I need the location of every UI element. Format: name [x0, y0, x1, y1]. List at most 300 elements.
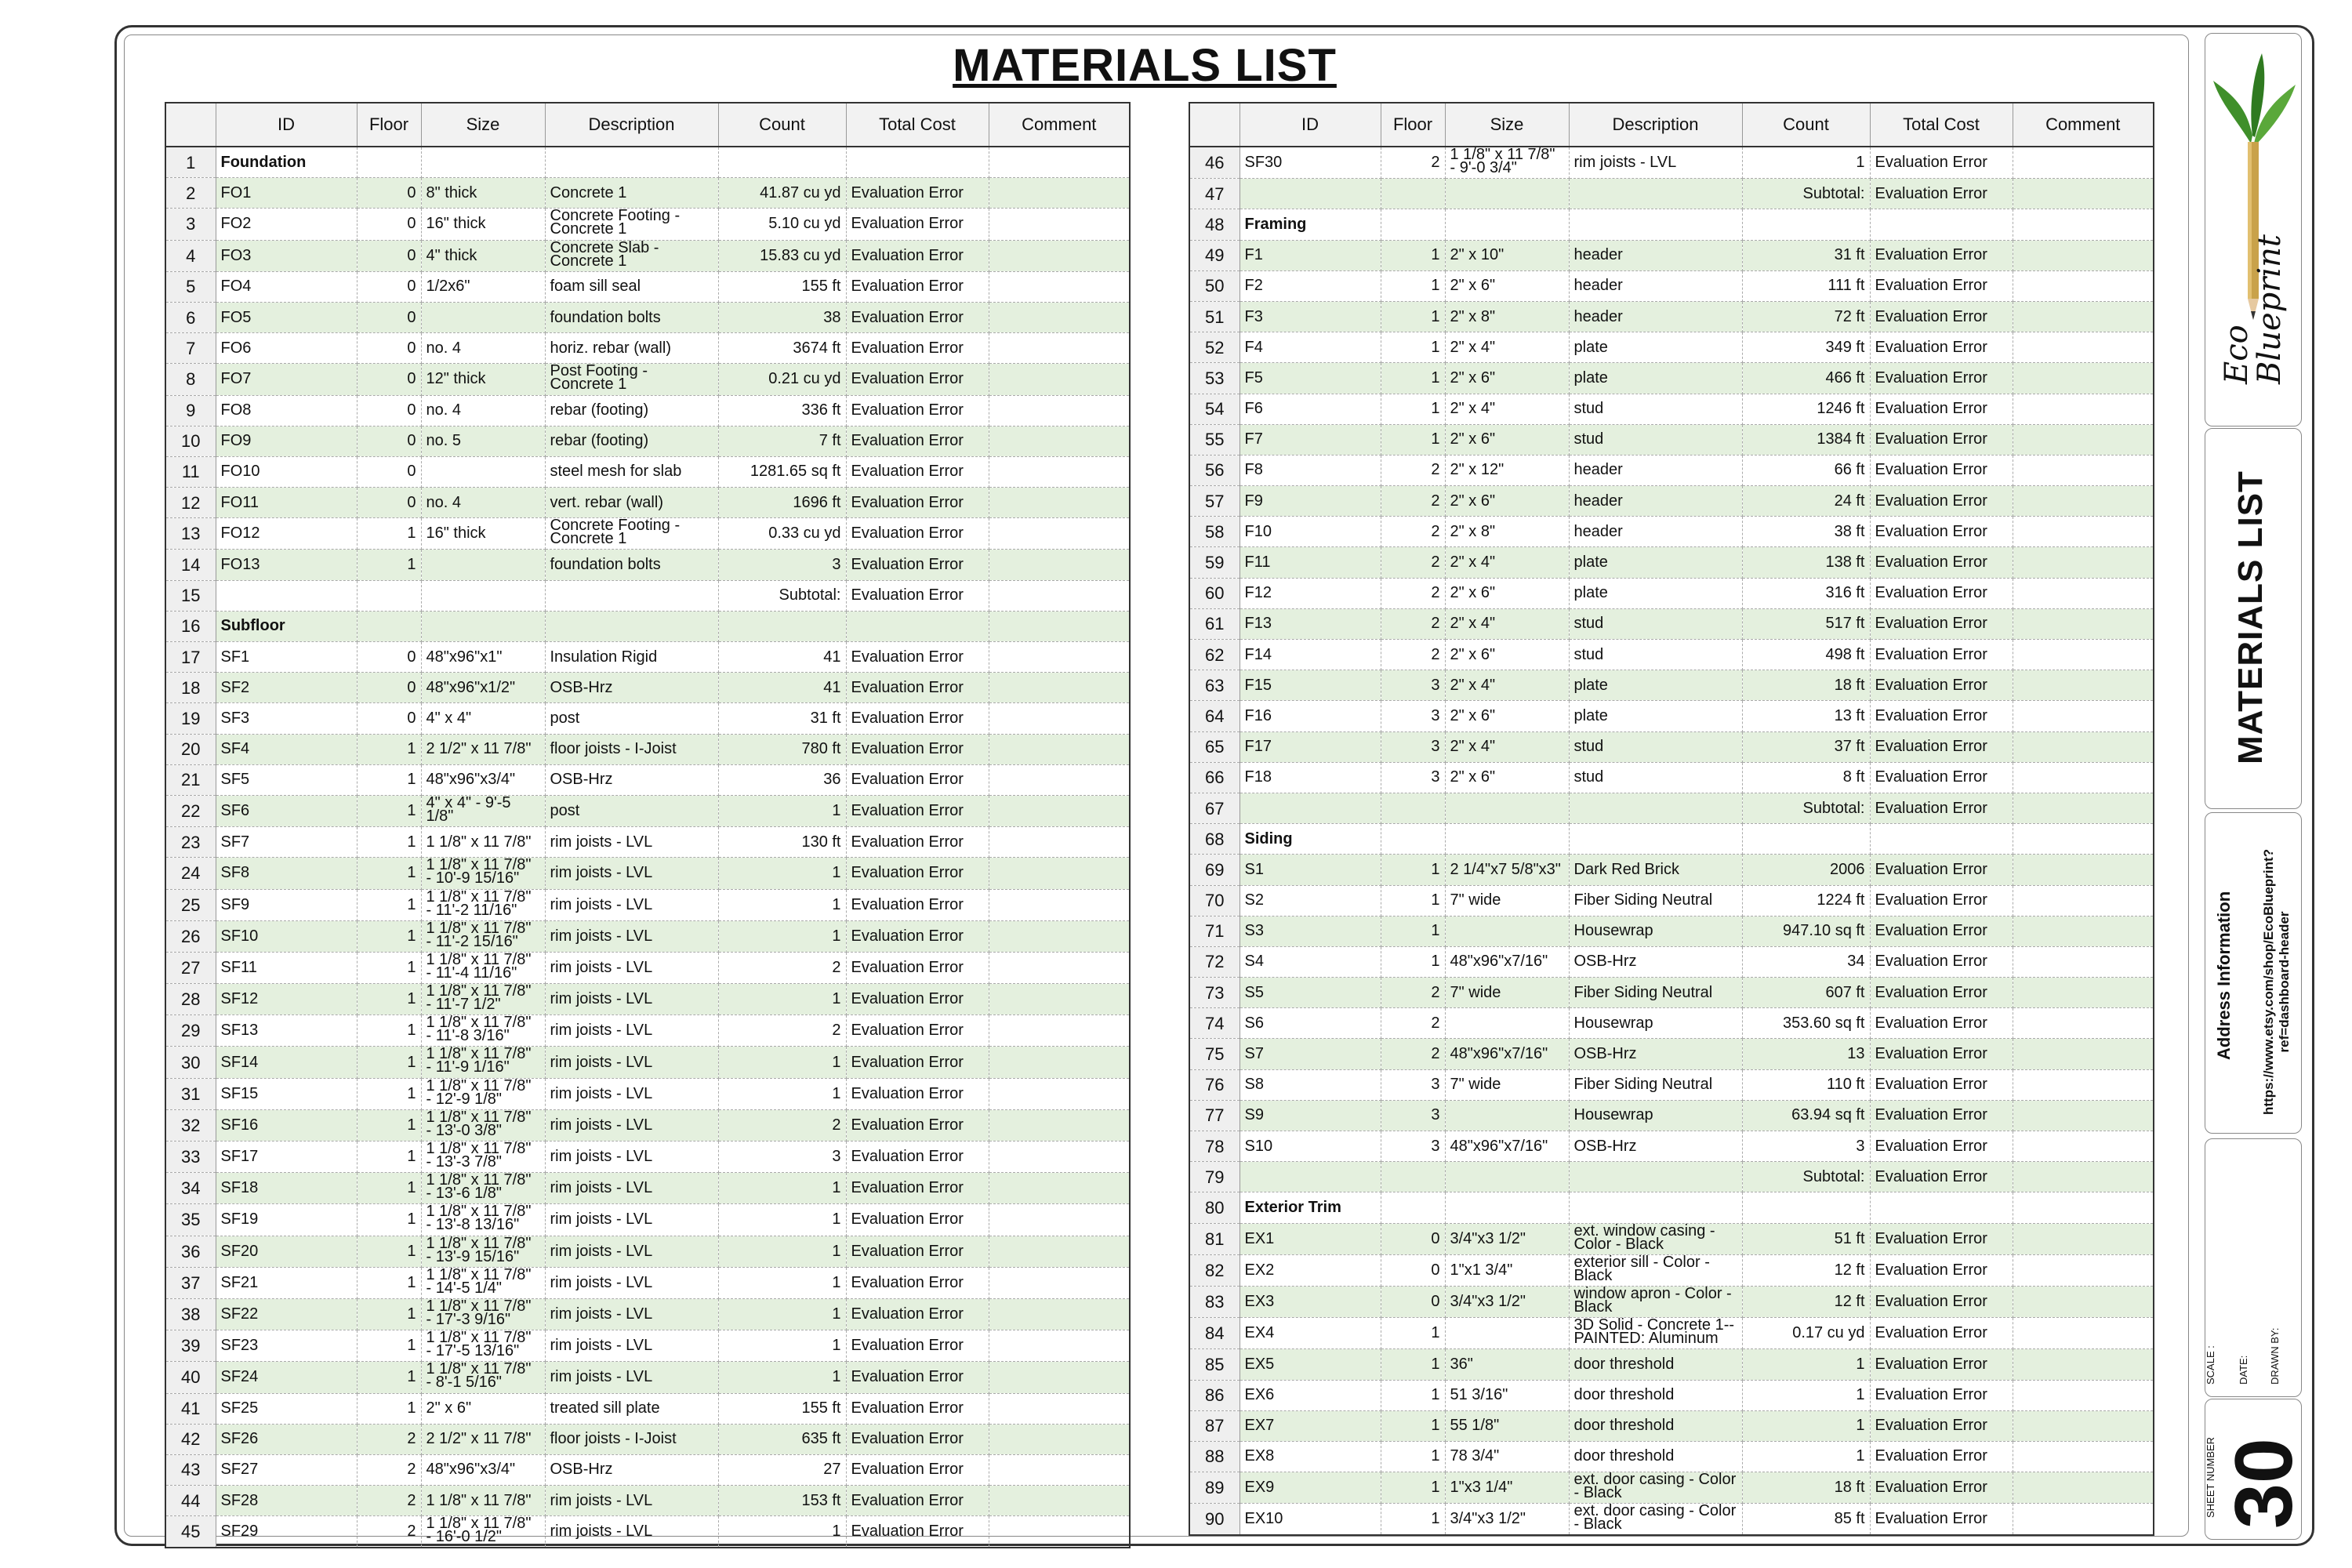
- cell-total-cost: Evaluation Error: [1870, 1254, 2013, 1286]
- cell-floor: [357, 580, 421, 611]
- cell-comment: [2013, 1410, 2154, 1441]
- cell-comment: [2013, 670, 2154, 701]
- cell-comment: [2013, 793, 2154, 823]
- row-number: 23: [165, 827, 216, 858]
- cell-total-cost: Evaluation Error: [1870, 762, 2013, 793]
- cell-comment: [989, 209, 1130, 240]
- cell-size: 1/2x6": [421, 271, 545, 302]
- col-header-id: ID: [1240, 103, 1381, 147]
- cell-comment: [2013, 455, 2154, 485]
- cell-floor: 1: [1381, 1410, 1445, 1441]
- cell-description: header: [1569, 270, 1742, 301]
- cell-description: 3D Solid - Concrete 1-- PAINTED: Aluminum: [1569, 1318, 1742, 1349]
- cell-description: rim joists - LVL: [545, 1267, 718, 1298]
- cell-id: FO1: [216, 178, 357, 209]
- cell-id: Foundation: [216, 147, 357, 178]
- cell-id: F7: [1240, 424, 1381, 455]
- cell-size: [1445, 209, 1569, 240]
- cell-id: SF13: [216, 1015, 357, 1047]
- cell-id: F8: [1240, 455, 1381, 485]
- cell-size: 1 1/8" x 11 7/8": [421, 1486, 545, 1516]
- cell-count: 31 ft: [718, 703, 846, 734]
- cell-description: Post Footing - Concrete 1: [545, 364, 718, 395]
- row-number: 71: [1189, 916, 1240, 946]
- cell-count: 1: [718, 795, 846, 826]
- cell-total-cost: Evaluation Error: [1870, 394, 2013, 424]
- row-number: 30: [165, 1047, 216, 1078]
- cell-id: FO5: [216, 302, 357, 332]
- cell-comment: [989, 1330, 1130, 1362]
- cell-floor: 1: [1381, 885, 1445, 916]
- table-row: [165, 333, 1130, 364]
- cell-comment: [989, 1486, 1130, 1516]
- table-row: [165, 1078, 1130, 1109]
- cell-description: door threshold: [1569, 1349, 1742, 1380]
- col-header-size: Size: [421, 103, 545, 147]
- table-row: [165, 1267, 1130, 1298]
- row-number: 78: [1189, 1131, 1240, 1162]
- cell-description: OSB-Hrz: [545, 673, 718, 703]
- cell-total-cost: Evaluation Error: [846, 518, 989, 550]
- cell-count: 3: [718, 550, 846, 580]
- cell-size: 2" x 4": [1445, 332, 1569, 363]
- cell-id: SF23: [216, 1330, 357, 1362]
- cell-comment: [2013, 547, 2154, 578]
- table-row: [165, 240, 1130, 271]
- table-row: [1189, 1441, 2154, 1472]
- row-number: 28: [165, 984, 216, 1015]
- table-row: [1189, 731, 2154, 762]
- cell-description: rim joists - LVL: [545, 1047, 718, 1078]
- row-number: 6: [165, 302, 216, 332]
- cell-count: 31 ft: [1742, 240, 1870, 270]
- cell-floor: 1: [357, 734, 421, 764]
- cell-comment: [989, 147, 1130, 178]
- cell-count: 0.21 cu yd: [718, 364, 846, 395]
- cell-comment: [2013, 1441, 2154, 1472]
- cell-count: 34: [1742, 946, 1870, 977]
- cell-size: 2" x 12": [1445, 455, 1569, 485]
- cell-description: rim joists - LVL: [1569, 147, 1742, 179]
- row-number-header: [165, 103, 216, 147]
- cell-count: 110 ft: [1742, 1069, 1870, 1100]
- cell-count: 3674 ft: [718, 333, 846, 364]
- cell-id: S10: [1240, 1131, 1381, 1162]
- cell-floor: 3: [1381, 701, 1445, 731]
- cell-size: [421, 550, 545, 580]
- row-number: 26: [165, 920, 216, 952]
- row-number: 7: [165, 333, 216, 364]
- cell-description: post: [545, 703, 718, 734]
- cell-comment: [2013, 1254, 2154, 1286]
- cell-comment: [989, 550, 1130, 580]
- cell-floor: [357, 611, 421, 641]
- table-row: [1189, 332, 2154, 363]
- cell-total-cost: Evaluation Error: [1870, 578, 2013, 608]
- cell-comment: [989, 518, 1130, 550]
- cell-comment: [989, 952, 1130, 983]
- table-row: [1189, 1254, 2154, 1286]
- table-row: [165, 1298, 1130, 1330]
- table-row: [1189, 670, 2154, 701]
- cell-comment: [989, 178, 1130, 209]
- cell-comment: [989, 984, 1130, 1015]
- cell-floor: 2: [1381, 640, 1445, 670]
- cell-floor: 3: [1381, 670, 1445, 701]
- cell-comment: [2013, 640, 2154, 670]
- row-number: 80: [1189, 1192, 1240, 1223]
- cell-comment: [2013, 1162, 2154, 1192]
- cell-count: 66 ft: [1742, 455, 1870, 485]
- cell-total-cost: Evaluation Error: [846, 1142, 989, 1173]
- cell-size: 2" x 10": [1445, 240, 1569, 270]
- materials-table-left: [165, 102, 1131, 1548]
- cell-comment: [989, 271, 1130, 302]
- cell-count: 0.33 cu yd: [718, 518, 846, 550]
- cell-comment: [2013, 1008, 2154, 1039]
- cell-size: 3/4"x3 1/2": [1445, 1504, 1569, 1536]
- cell-floor: 1: [1381, 1380, 1445, 1410]
- cell-size: 1 1/8" x 11 7/8" - 11'-7 1/2": [421, 984, 545, 1015]
- cell-size: 2" x 4": [1445, 608, 1569, 639]
- table-row: [1189, 1349, 2154, 1380]
- cell-id: [1240, 793, 1381, 823]
- cell-comment: [989, 580, 1130, 611]
- cell-id: SF18: [216, 1173, 357, 1204]
- cell-total-cost: [1870, 209, 2013, 240]
- cell-total-cost: Evaluation Error: [846, 673, 989, 703]
- cell-description: stud: [1569, 731, 1742, 762]
- cell-id: F10: [1240, 517, 1381, 547]
- cell-size: 1 1/8" x 11 7/8" - 13'-6 1/8": [421, 1173, 545, 1204]
- cell-description: Concrete Footing - Concrete 1: [545, 209, 718, 240]
- table-row: [165, 1109, 1130, 1141]
- cell-size: 1 1/8" x 11 7/8" - 17'-5 13/16": [421, 1330, 545, 1362]
- cell-size: [1445, 824, 1569, 855]
- cell-size: 2" x 6": [1445, 486, 1569, 517]
- cell-comment: [2013, 1100, 2154, 1131]
- row-number: 64: [1189, 701, 1240, 731]
- table-row: [1189, 179, 2154, 209]
- cell-comment: [2013, 916, 2154, 946]
- cell-description: rim joists - LVL: [545, 858, 718, 889]
- cell-total-cost: Evaluation Error: [1870, 855, 2013, 885]
- table-row: [1189, 1069, 2154, 1100]
- cell-description: Concrete 1: [545, 178, 718, 209]
- table-row: [1189, 793, 2154, 823]
- row-number: 81: [1189, 1223, 1240, 1254]
- table-row: [1189, 424, 2154, 455]
- cell-total-cost: Evaluation Error: [846, 1393, 989, 1424]
- cell-count: 51 ft: [1742, 1223, 1870, 1254]
- cell-floor: 1: [357, 795, 421, 826]
- cell-comment: [989, 795, 1130, 826]
- cell-size: 1 1/8" x 11 7/8" - 11'-8 3/16": [421, 1015, 545, 1047]
- cell-count: 41: [718, 673, 846, 703]
- table-row: [1189, 855, 2154, 885]
- cell-size: 48"x96"x3/4": [421, 1454, 545, 1485]
- cell-id: S5: [1240, 978, 1381, 1008]
- cell-total-cost: Evaluation Error: [1870, 424, 2013, 455]
- cell-id: FO9: [216, 426, 357, 456]
- cell-id: SF10: [216, 920, 357, 952]
- row-number: 27: [165, 952, 216, 983]
- cell-floor: 2: [1381, 486, 1445, 517]
- cell-description: Housewrap: [1569, 1100, 1742, 1131]
- cell-size: 1"x1 3/4": [1445, 1254, 1569, 1286]
- cell-description: rebar (footing): [545, 395, 718, 426]
- cell-count: 1: [1742, 1380, 1870, 1410]
- cell-total-cost: Evaluation Error: [846, 1486, 989, 1516]
- row-number: 36: [165, 1236, 216, 1267]
- cell-comment: [989, 920, 1130, 952]
- sidebar-sheet-title: MATERIALS LIST: [2231, 470, 2270, 764]
- cell-floor: [1381, 824, 1445, 855]
- cell-comment: [989, 1236, 1130, 1267]
- cell-description: rim joists - LVL: [545, 984, 718, 1015]
- table-row: [165, 1236, 1130, 1267]
- cell-description: vert. rebar (wall): [545, 488, 718, 518]
- cell-comment: [989, 1047, 1130, 1078]
- cell-count: 1: [718, 1516, 846, 1548]
- cell-total-cost: Evaluation Error: [1870, 1162, 2013, 1192]
- cell-floor: [357, 147, 421, 178]
- cell-size: 2" x 6": [1445, 640, 1569, 670]
- cell-description: ext. window casing - Color - Black: [1569, 1223, 1742, 1254]
- row-number: 58: [1189, 517, 1240, 547]
- col-header-total-cost: Total Cost: [1870, 103, 2013, 147]
- cell-count: Subtotal:: [1742, 179, 1870, 209]
- table-row: [1189, 1504, 2154, 1536]
- cell-size: 4" thick: [421, 240, 545, 271]
- cell-count: 1: [1742, 1410, 1870, 1441]
- cell-floor: 1: [1381, 1318, 1445, 1349]
- cell-total-cost: Evaluation Error: [846, 333, 989, 364]
- table-row: [165, 302, 1130, 332]
- cell-id: F2: [1240, 270, 1381, 301]
- table-row: [165, 1173, 1130, 1204]
- cell-description: Housewrap: [1569, 916, 1742, 946]
- cell-description: header: [1569, 517, 1742, 547]
- table-row: [1189, 394, 2154, 424]
- row-number: 25: [165, 889, 216, 920]
- cell-id: S2: [1240, 885, 1381, 916]
- cell-description: rim joists - LVL: [545, 1486, 718, 1516]
- row-number: 42: [165, 1424, 216, 1454]
- cell-description: rim joists - LVL: [545, 1173, 718, 1204]
- row-number: 3: [165, 209, 216, 240]
- cell-comment: [2013, 978, 2154, 1008]
- cell-size: no. 5: [421, 426, 545, 456]
- cell-total-cost: Evaluation Error: [846, 1204, 989, 1236]
- cell-count: 13: [1742, 1039, 1870, 1069]
- cell-total-cost: Evaluation Error: [1870, 640, 2013, 670]
- row-number: 55: [1189, 424, 1240, 455]
- cell-total-cost: Evaluation Error: [1870, 1100, 2013, 1131]
- cell-comment: [2013, 608, 2154, 639]
- row-number: 56: [1189, 455, 1240, 485]
- row-number: 9: [165, 395, 216, 426]
- cell-description: Dark Red Brick: [1569, 855, 1742, 885]
- cell-total-cost: Evaluation Error: [846, 1015, 989, 1047]
- cell-floor: 1: [357, 1267, 421, 1298]
- cell-count: 1: [718, 1047, 846, 1078]
- cell-description: treated sill plate: [545, 1393, 718, 1424]
- cell-description: door threshold: [1569, 1441, 1742, 1472]
- cell-id: S6: [1240, 1008, 1381, 1039]
- cell-count: [718, 147, 846, 178]
- logo-line-1: Eco: [2219, 325, 2255, 384]
- cell-count: 3: [1742, 1131, 1870, 1162]
- cell-comment: [989, 1109, 1130, 1141]
- cell-comment: [989, 426, 1130, 456]
- cell-description: ext. door casing - Color - Black: [1569, 1504, 1742, 1536]
- cell-total-cost: Evaluation Error: [1870, 946, 2013, 977]
- cell-total-cost: Evaluation Error: [1870, 1380, 2013, 1410]
- cell-size: 1 1/8" x 11 7/8" - 9'-0 3/4": [1445, 147, 1569, 179]
- cell-size: 16" thick: [421, 518, 545, 550]
- cell-total-cost: Evaluation Error: [1870, 301, 2013, 332]
- cell-id: Subfloor: [216, 611, 357, 641]
- cell-comment: [989, 673, 1130, 703]
- cell-comment: [2013, 731, 2154, 762]
- table-row: [165, 795, 1130, 826]
- cell-floor: 1: [357, 984, 421, 1015]
- row-number: 5: [165, 271, 216, 302]
- row-number: 12: [165, 488, 216, 518]
- cell-comment: [2013, 486, 2154, 517]
- cell-size: 4" x 4" - 9'-5 1/8": [421, 795, 545, 826]
- cell-description: [1569, 209, 1742, 240]
- cell-size: 1 1/8" x 11 7/8" - 13'-9 15/16": [421, 1236, 545, 1267]
- cell-count: 635 ft: [718, 1424, 846, 1454]
- cell-total-cost: Evaluation Error: [846, 488, 989, 518]
- cell-total-cost: Evaluation Error: [846, 827, 989, 858]
- cell-id: FO10: [216, 456, 357, 487]
- cell-count: 1224 ft: [1742, 885, 1870, 916]
- table-row: [165, 1486, 1130, 1516]
- table-row: [165, 611, 1130, 641]
- row-number: 49: [1189, 240, 1240, 270]
- cell-floor: 2: [357, 1454, 421, 1485]
- row-number: 31: [165, 1078, 216, 1109]
- cell-count: 63.94 sq ft: [1742, 1100, 1870, 1131]
- cell-count: 1: [718, 1330, 846, 1362]
- table-row: [165, 827, 1130, 858]
- cell-description: plate: [1569, 670, 1742, 701]
- cell-count: [1742, 824, 1870, 855]
- cell-comment: [989, 456, 1130, 487]
- cell-comment: [2013, 1318, 2154, 1349]
- cell-floor: 1: [357, 889, 421, 920]
- cell-description: Housewrap: [1569, 1008, 1742, 1039]
- cell-description: floor joists - I-Joist: [545, 1424, 718, 1454]
- cell-floor: 2: [357, 1424, 421, 1454]
- cell-comment: [2013, 578, 2154, 608]
- cell-id: F6: [1240, 394, 1381, 424]
- row-number: 60: [1189, 578, 1240, 608]
- cell-floor: 1: [1381, 301, 1445, 332]
- table-row: [165, 858, 1130, 889]
- cell-floor: 1: [357, 1173, 421, 1204]
- cell-total-cost: Evaluation Error: [846, 426, 989, 456]
- cell-description: rim joists - LVL: [545, 1015, 718, 1047]
- cell-size: 2" x 6": [1445, 424, 1569, 455]
- cell-description: rim joists - LVL: [545, 1516, 718, 1548]
- cell-total-cost: Evaluation Error: [846, 984, 989, 1015]
- cell-floor: 0: [357, 302, 421, 332]
- row-number: 74: [1189, 1008, 1240, 1039]
- cell-id: SF22: [216, 1298, 357, 1330]
- table-row: [1189, 363, 2154, 394]
- row-number: 67: [1189, 793, 1240, 823]
- cell-id: S3: [1240, 916, 1381, 946]
- cell-total-cost: Evaluation Error: [1870, 1286, 2013, 1317]
- cell-count: 1: [718, 889, 846, 920]
- cell-size: [421, 580, 545, 611]
- cell-id: [1240, 179, 1381, 209]
- row-number: 29: [165, 1015, 216, 1047]
- cell-total-cost: Evaluation Error: [846, 889, 989, 920]
- table-row: [1189, 916, 2154, 946]
- cell-count: 1281.65 sq ft: [718, 456, 846, 487]
- cell-floor: 3: [1381, 762, 1445, 793]
- cell-description: header: [1569, 455, 1742, 485]
- cell-count: 1: [718, 1236, 846, 1267]
- row-number: 43: [165, 1454, 216, 1485]
- cell-comment: [989, 1454, 1130, 1485]
- cell-total-cost: Evaluation Error: [1870, 1223, 2013, 1254]
- table-row: [1189, 1039, 2154, 1069]
- row-number: 77: [1189, 1100, 1240, 1131]
- cell-floor: 0: [357, 673, 421, 703]
- cell-comment: [2013, 1039, 2154, 1069]
- table-row: [165, 271, 1130, 302]
- row-number: 18: [165, 673, 216, 703]
- table-row: [1189, 762, 2154, 793]
- cell-total-cost: Evaluation Error: [1870, 978, 2013, 1008]
- cell-total-cost: Evaluation Error: [846, 764, 989, 795]
- cell-description: stud: [1569, 394, 1742, 424]
- cell-count: 1: [718, 858, 846, 889]
- cell-comment: [989, 1362, 1130, 1393]
- row-number: 68: [1189, 824, 1240, 855]
- cell-count: 336 ft: [718, 395, 846, 426]
- cell-count: 0.17 cu yd: [1742, 1318, 1870, 1349]
- table-row: [1189, 578, 2154, 608]
- cell-id: EX3: [1240, 1286, 1381, 1317]
- cell-size: 2 1/2" x 11 7/8": [421, 734, 545, 764]
- cell-total-cost: Evaluation Error: [1870, 1349, 2013, 1380]
- cell-floor: 1: [357, 1298, 421, 1330]
- cell-count: 24 ft: [1742, 486, 1870, 517]
- cell-size: 78 3/4": [1445, 1441, 1569, 1472]
- cell-comment: [2013, 270, 2154, 301]
- cell-size: 2" x 8": [1445, 517, 1569, 547]
- cell-total-cost: Evaluation Error: [1870, 885, 2013, 916]
- cell-floor: 1: [357, 550, 421, 580]
- cell-total-cost: Evaluation Error: [1870, 670, 2013, 701]
- cell-floor: 0: [357, 240, 421, 271]
- cell-id: SF21: [216, 1267, 357, 1298]
- cell-size: 48"x96"x1": [421, 642, 545, 673]
- cell-size: 36": [1445, 1349, 1569, 1380]
- cell-floor: 0: [357, 333, 421, 364]
- row-number: 50: [1189, 270, 1240, 301]
- cell-size: [1445, 1318, 1569, 1349]
- cell-id: SF24: [216, 1362, 357, 1393]
- cell-id: EX6: [1240, 1380, 1381, 1410]
